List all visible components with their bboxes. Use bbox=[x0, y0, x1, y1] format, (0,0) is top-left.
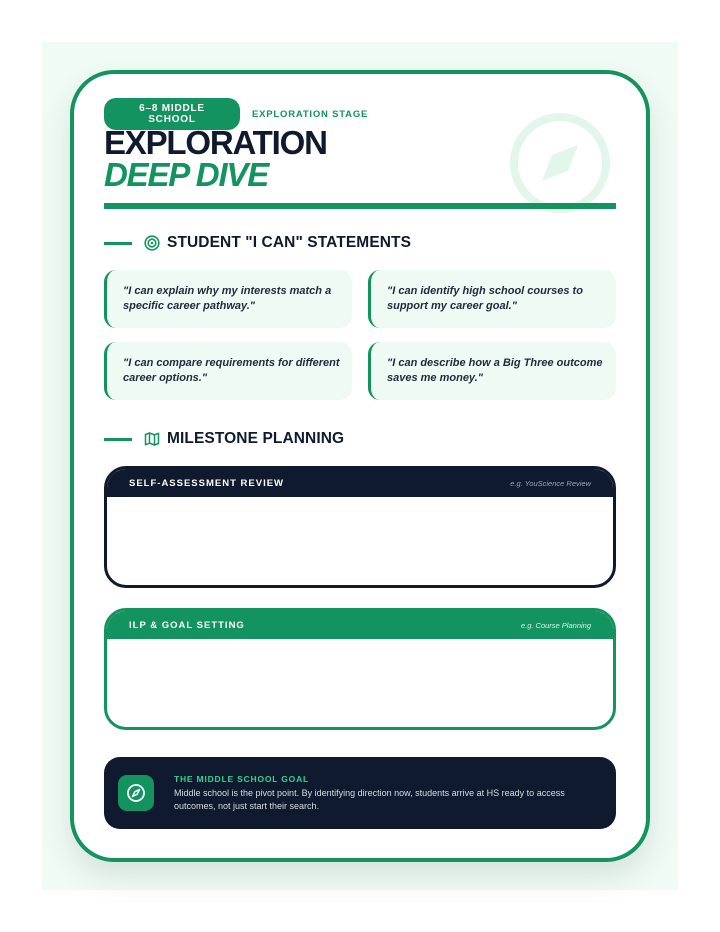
box-title: ILP & GOAL SETTING bbox=[129, 619, 245, 631]
stage-label: EXPLORATION STAGE bbox=[252, 108, 369, 120]
statement-card: "I can identify high school courses to support my career goal." bbox=[368, 270, 616, 328]
box-hint: e.g. YouScience Review bbox=[510, 478, 591, 488]
ilp-goal-box[interactable] bbox=[104, 608, 616, 730]
compass-icon bbox=[508, 111, 612, 215]
section-dash bbox=[104, 438, 132, 441]
statement-card: "I can explain why my interests match a specific career pathway." bbox=[104, 270, 352, 328]
worksheet-card bbox=[70, 70, 650, 862]
milestone-title: MILESTONE PLANNING bbox=[167, 430, 345, 447]
page-title: EXPLORATION bbox=[104, 124, 327, 161]
statement-card: "I can compare requirements for different career options." bbox=[104, 342, 352, 400]
statement-card: "I can describe how a Big Three outcome saves me money." bbox=[368, 342, 616, 400]
box-title: SELF-ASSESSMENT REVIEW bbox=[129, 477, 285, 489]
grade-pill: 6–8 MIDDLE SCHOOL bbox=[104, 98, 240, 130]
statements-title: STUDENT "I CAN" STATEMENTS bbox=[167, 234, 412, 251]
statements-grid bbox=[104, 270, 616, 400]
goal-text bbox=[174, 774, 594, 812]
section-dash bbox=[104, 242, 132, 245]
goal-title: THE MIDDLE SCHOOL GOAL bbox=[174, 774, 310, 784]
box-hint: e.g. Course Planning bbox=[520, 620, 591, 630]
map-icon bbox=[144, 431, 160, 447]
statements-header bbox=[104, 234, 411, 252]
goal-callout bbox=[104, 757, 616, 829]
self-assessment-box[interactable] bbox=[104, 466, 616, 588]
target-icon bbox=[144, 235, 160, 251]
goal-body: Middle school is the pivot point. By identifying direction now, students arrive at HS ready to access outcomes, not just start their search. bbox=[174, 788, 565, 811]
header-rule bbox=[104, 203, 616, 209]
compass-icon bbox=[118, 775, 154, 811]
page-subtitle: DEEP DIVE bbox=[104, 156, 269, 193]
box-header bbox=[107, 469, 613, 497]
milestone-header bbox=[104, 430, 344, 448]
box-header bbox=[107, 611, 613, 639]
